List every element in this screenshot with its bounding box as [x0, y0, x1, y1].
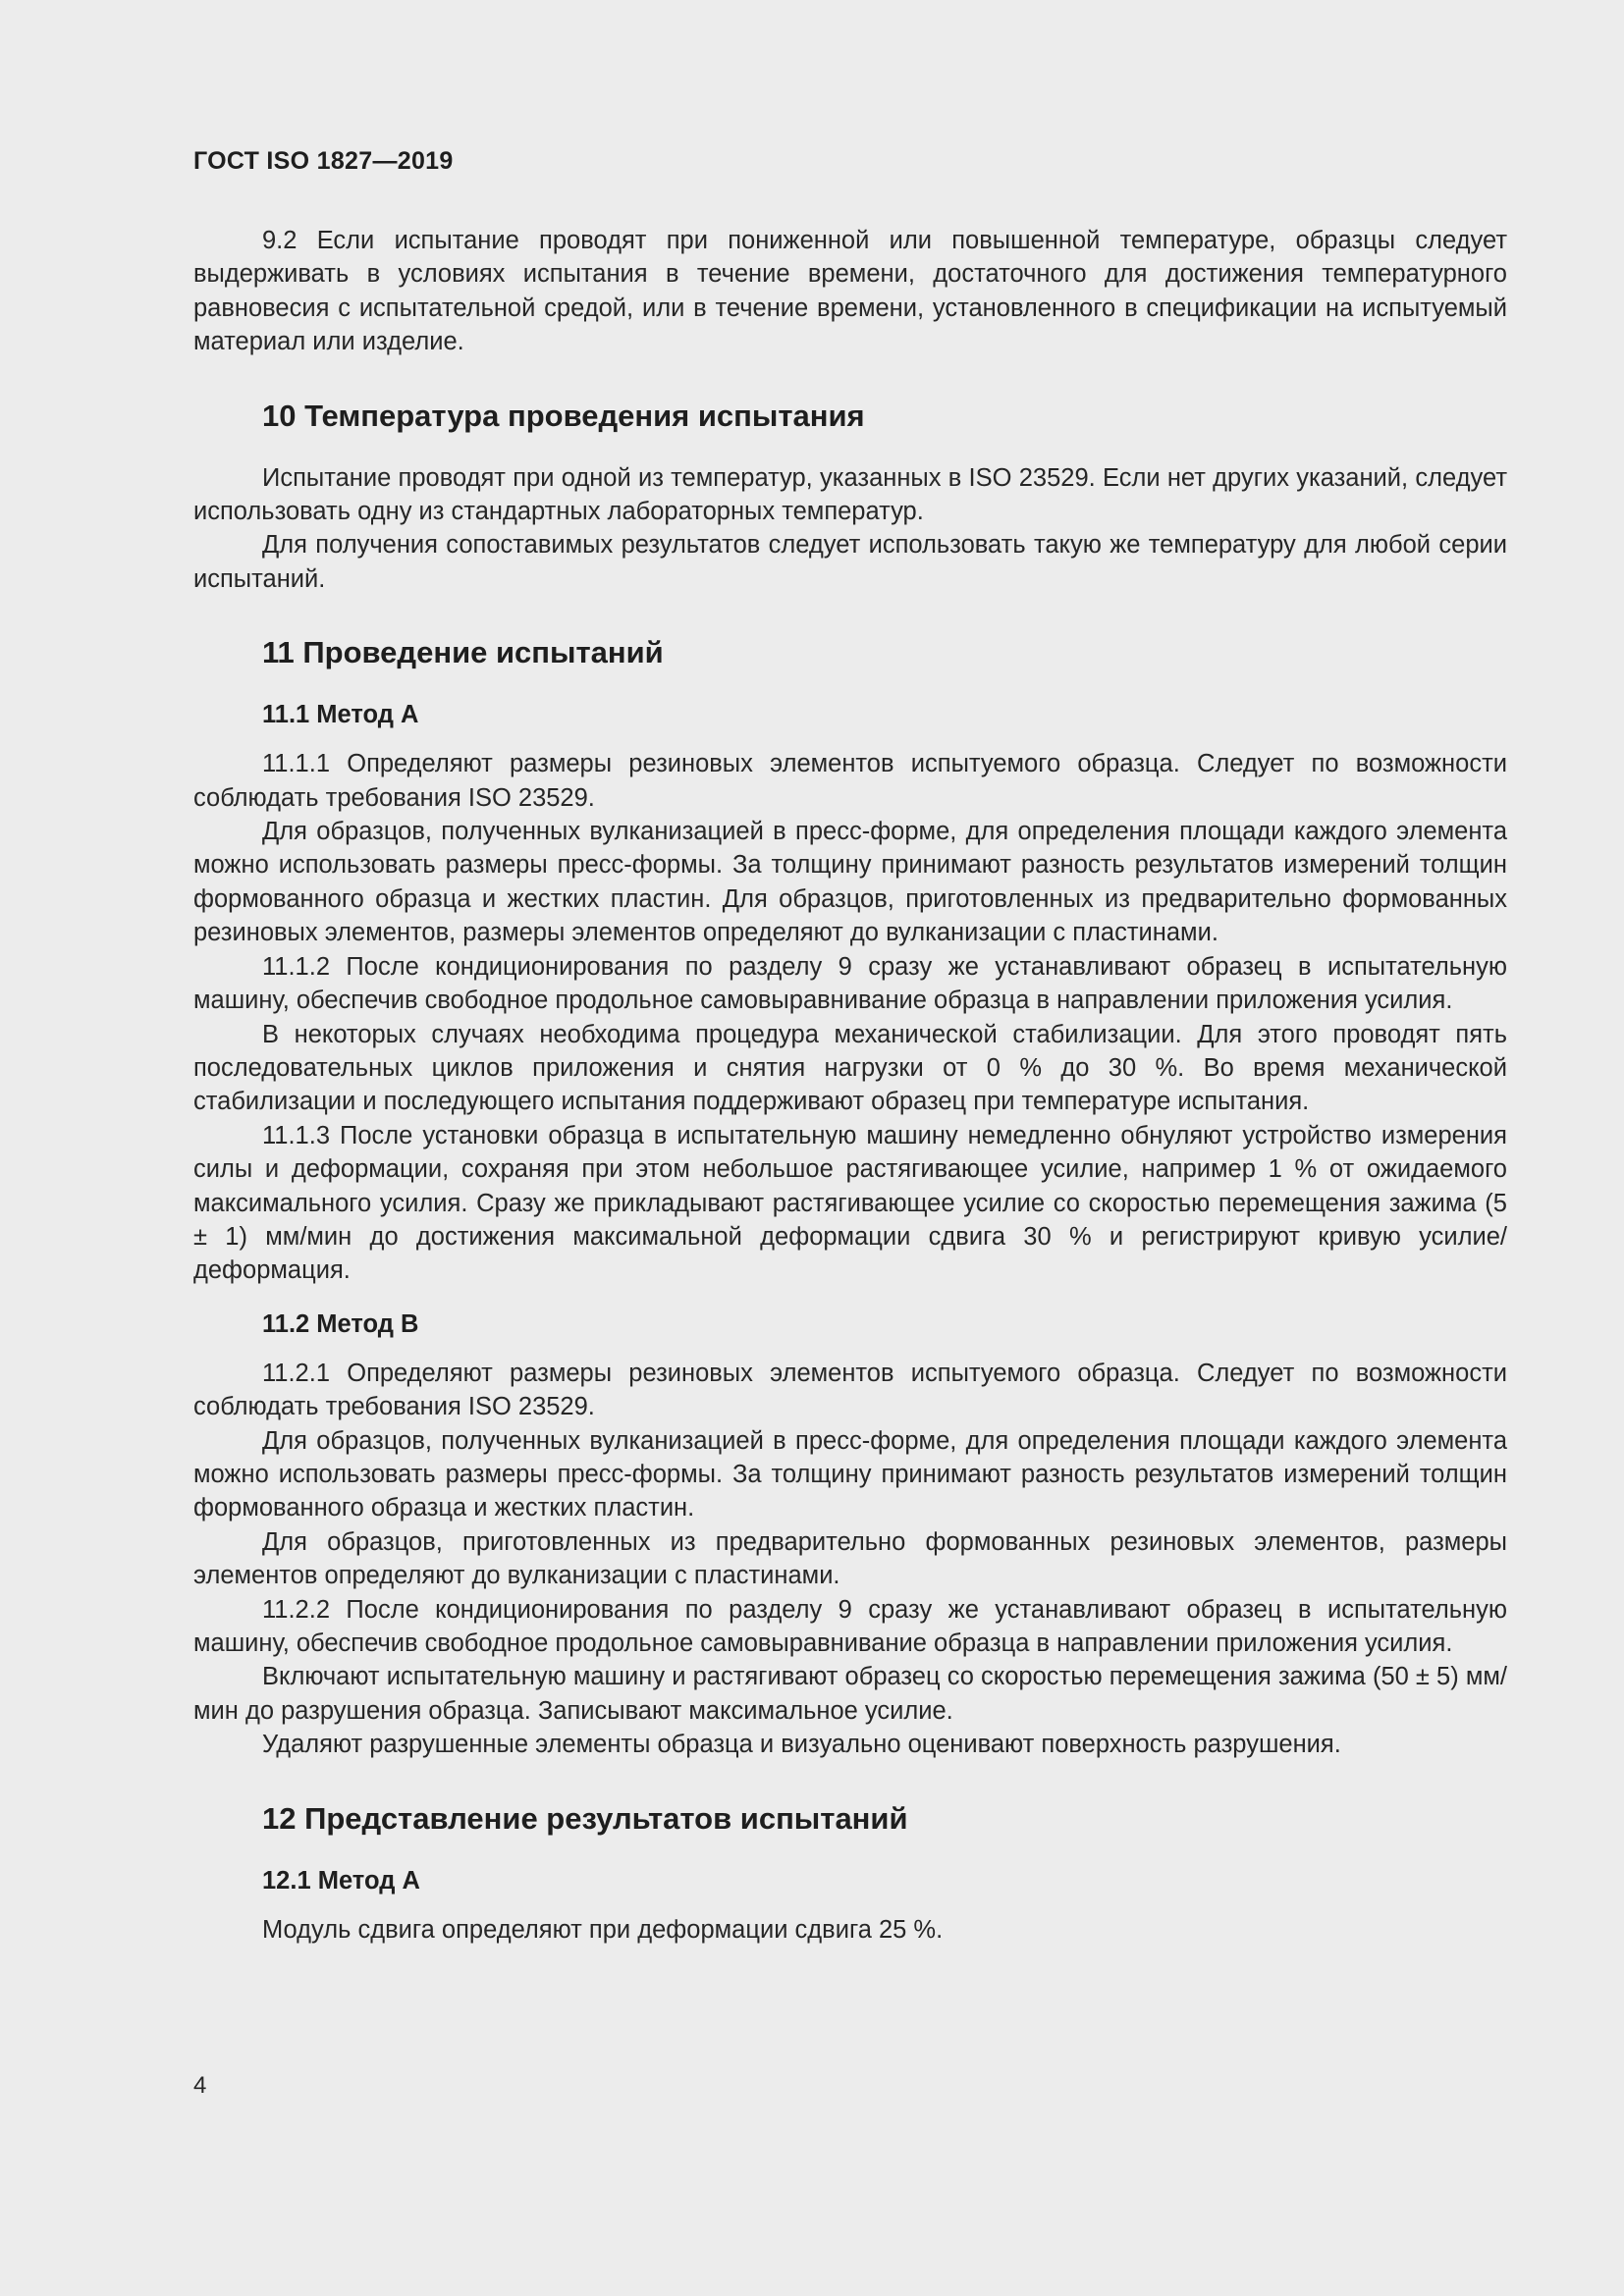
section-12-heading: 12 Представление результатов испытаний	[262, 1800, 908, 1836]
paragraph-11-2-1-continued-2: Для образцов, приготовленных из предварительно формованных резиновых элементов, размеры элементов определяют до вулканизации с пластинами.	[193, 1527, 1507, 1590]
paragraph-11-1-3: 11.1.3 После установки образца в испытательную машину немедленно обнуляют устройство измерения силы и деформации, сохраняя при этом небольшое растягивающее усилие, например 1 % от ожидаемого максимального усилия. Сразу же прикладывают растягивающее усилие со скоростью перемещения зажима (5 ± 1) мм/мин до достижения максимальной деформации сдвига 30 % и регистрируют кривую усилие/деформация.	[193, 1121, 1507, 1285]
paragraph-11-1-2-continued: В некоторых случаях необходима процедура механической стабилизации. Для этого проводят пять последовательных циклов приложения и снятия нагрузки от 0 % до 30 %. Во время механической стабилизации и последующего испытания поддерживают образец при температуре испытания.	[193, 1020, 1507, 1116]
paragraph-9-2: 9.2 Если испытание проводят при пониженной или повышенной температуре, образцы следует выдерживать в условиях испытания в течение времени, достаточного для достижения температурного равновесия с испытательной средой, или в течение времени, установленного в спецификации на испытуемый материал или изделие.	[193, 227, 1507, 356]
paragraph-11-2-2-continued-2: Удаляют разрушенные элементы образца и визуально оценивают поверхность разрушения.	[262, 1731, 1341, 1759]
paragraph-12-1: Модуль сдвига определяют при деформации сдвига 25 %.	[262, 1915, 944, 1944]
paragraph-10-2: Для получения сопоставимых результатов следует использовать такую же температуру для любой серии испытаний.	[193, 531, 1507, 593]
subsection-12-1-heading: 12.1 Метод А	[262, 1866, 420, 1895]
section-10-heading: 10 Температура проведения испытания	[262, 398, 865, 433]
paragraph-11-2-1-continued: Для образцов, полученных вулканизацией в пресс-форме, для определения площади каждого элемента можно использовать размеры пресс-формы. За толщину принимают разность результатов измерений толщин формованного образца и жестких пластин.	[193, 1426, 1507, 1522]
section-11-heading: 11 Проведение испытаний	[262, 635, 664, 670]
paragraph-11-1-2: 11.1.2 После кондиционирования по разделу 9 сразу же устанавливают образец в испытательную машину, обеспечив свободное продольное самовыравнивание образца в направлении приложения усилия.	[193, 952, 1507, 1015]
subsection-11-2-heading: 11.2 Метод В	[262, 1309, 419, 1338]
paragraph-11-2-2-continued: Включают испытательную машину и растягивают образец со скоростью перемещения зажима (50 ± 5) мм/мин до разрушения образца. Записывают максимальное усилие.	[193, 1663, 1507, 1725]
paragraph-11-2-1: 11.2.1 Определяют размеры резиновых элементов испытуемого образца. Следует по возможности соблюдать требования ISO 23529.	[193, 1359, 1507, 1421]
document-header: ГОСТ ISO 1827—2019	[193, 147, 454, 175]
document-body	[193, 224, 1507, 1947]
subsection-11-1-heading: 11.1 Метод А	[262, 701, 419, 729]
paragraph-10-1: Испытание проводят при одной из температур, указанных в ISO 23529. Если нет других указаний, следует использовать одну из стандартных лабораторных температур.	[193, 463, 1507, 526]
page-number: 4	[193, 2072, 207, 2099]
paragraph-11-1-1-continued: Для образцов, полученных вулканизацией в пресс-форме, для определения площади каждого элемента можно использовать размеры пресс-формы. За толщину принимают разность результатов измерений толщин формованного образца и жестких пластин. Для образцов, приготовленных из предварительно формованных резиновых элементов, размеры элементов определяют до вулканизации с пластинами.	[193, 818, 1507, 947]
paragraph-11-1-1: 11.1.1 Определяют размеры резиновых элементов испытуемого образца. Следует по возможности соблюдать требования ISO 23529.	[193, 750, 1507, 812]
paragraph-11-2-2: 11.2.2 После кондиционирования по разделу 9 сразу же устанавливают образец в испытательную машину, обеспечив свободное продольное самовыравнивание образца в направлении приложения усилия.	[193, 1595, 1507, 1657]
